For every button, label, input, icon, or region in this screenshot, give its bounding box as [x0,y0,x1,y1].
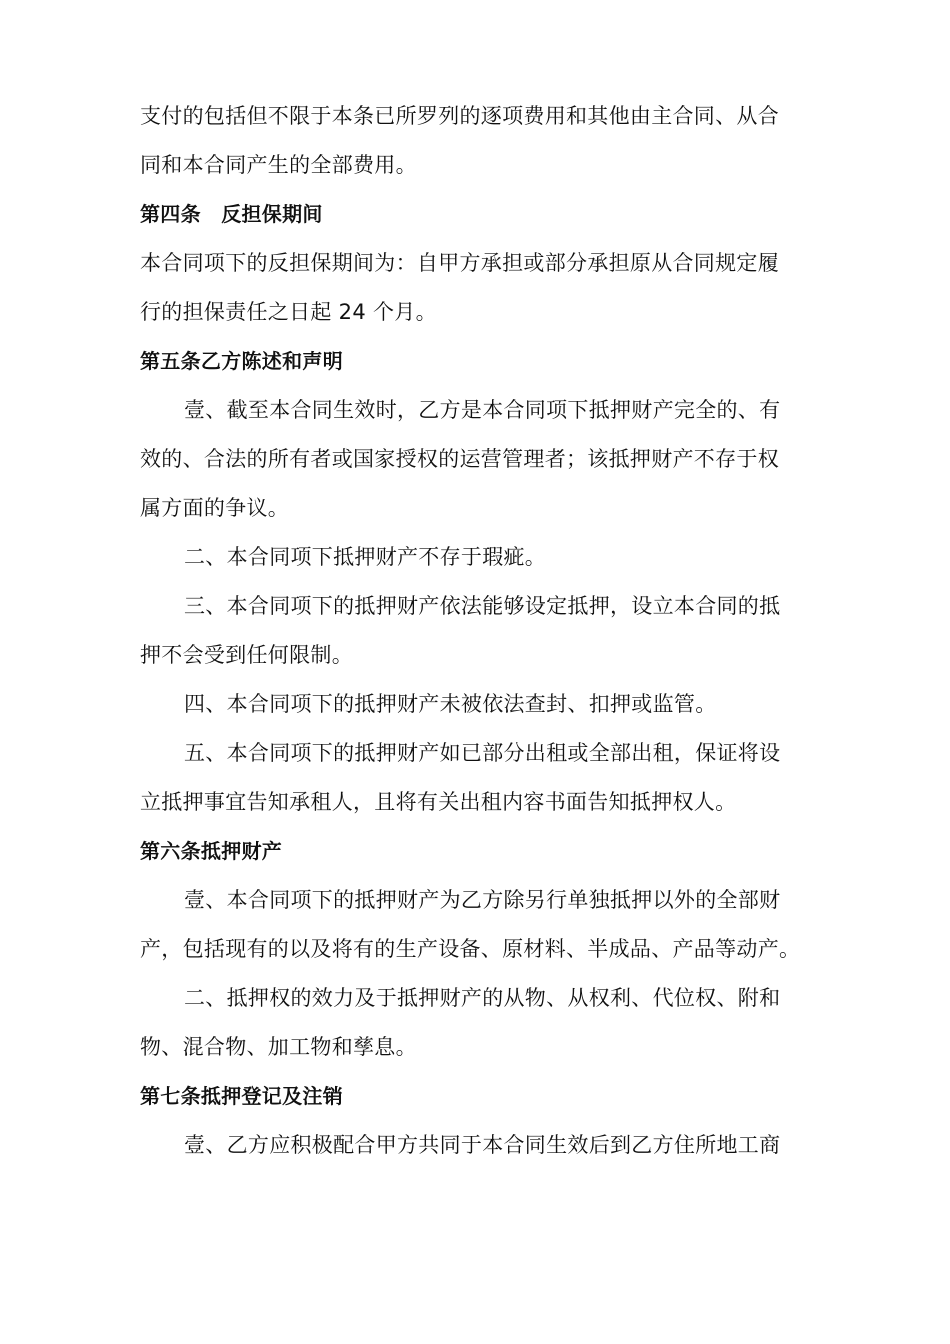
paragraph-line: 效的、合法的所有者或国家授权的运营管理者；该抵押财产不存于权 [140,447,779,471]
paragraph-line: 壹、截至本合同生效时，乙方是本合同项下抵押财产完全的、有 [184,398,781,422]
paragraph-line: 二、本合同项下抵押财产不存于瑕疵。 [184,545,547,569]
paragraph-line: 押不会受到任何限制。 [140,643,353,667]
paragraph-line: 壹、本合同项下的抵押财产为乙方除另行单独抵押以外的全部财 [184,888,781,912]
paragraph-line: 同和本合同产生的全部费用。 [140,153,417,177]
document-body [140,92,815,1170]
section-heading: 第五条乙方陈述和声明 [140,349,343,373]
paragraph-line: 立抵押事宜告知承租人，且将有关出租内容书面告知抵押权人。 [140,790,737,814]
section-heading: 第四条 反担保期间 [140,202,323,226]
paragraph-line: 物、混合物、加工物和孳息。 [140,1035,417,1059]
paragraph-line: 壹、乙方应积极配合甲方共同于本合同生效后到乙方住所地工商 [184,1133,781,1157]
paragraph-line: 属方面的争议。 [140,496,290,520]
paragraph-line: 支付的包括但不限于本条已所罗列的逐项费用和其他由主合同、从合 [140,104,779,128]
paragraph-line: 行的担保责任之日起 24 个月。 [140,300,437,324]
paragraph-line: 产，包括现有的以及将有的生产设备、原材料、半成品、产品等动产。 [140,937,801,961]
paragraph-line: 五、本合同项下的抵押财产如已部分出租或全部出租，保证将设 [184,741,781,765]
section-heading: 第六条抵押财产 [140,839,283,863]
paragraph-line: 二、抵押权的效力及于抵押财产的从物、从权利、代位权、附和 [184,986,781,1010]
paragraph-line: 四、本合同项下的抵押财产未被依法查封、扣押或监管。 [184,692,717,716]
paragraph-line: 本合同项下的反担保期间为：自甲方承担或部分承担原从合同规定履 [140,251,779,275]
paragraph-line: 三、本合同项下的抵押财产依法能够设定抵押，设立本合同的抵 [184,594,781,618]
section-heading: 第七条抵押登记及注销 [140,1084,343,1108]
